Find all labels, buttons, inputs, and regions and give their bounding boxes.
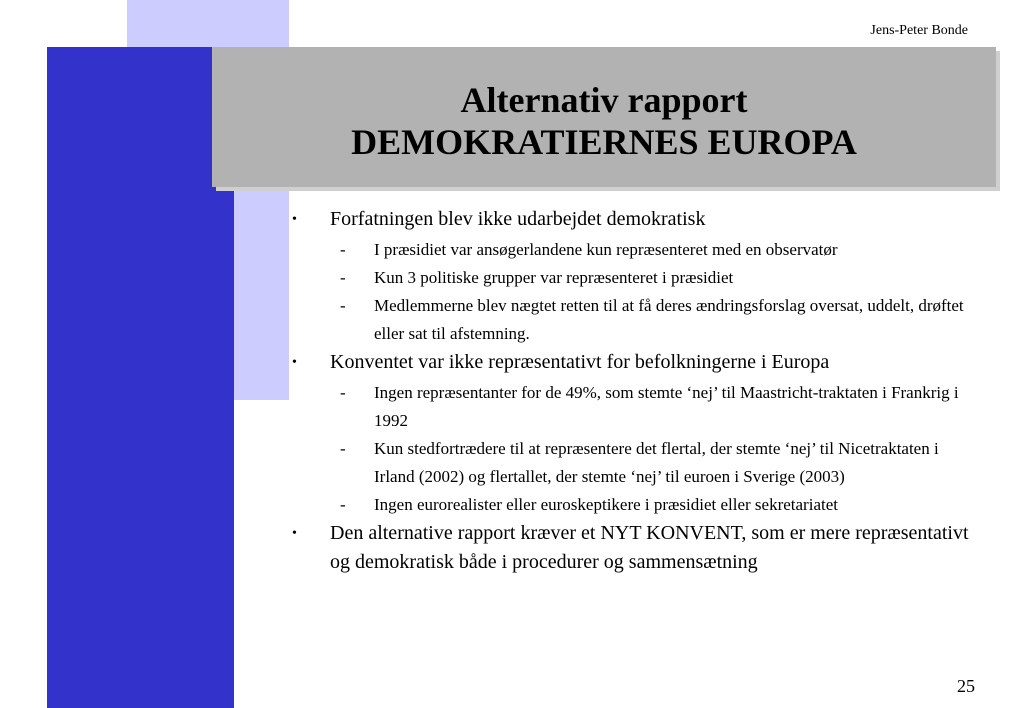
sub-bullet-text: Medlemmerne blev nægtet retten til at få deres ændringsforslag oversat, uddelt, drøftet eller sat til afstemning. [374, 296, 964, 343]
sub-bullet-text: I præsidiet var ansøgerlandene kun repræsenteret med en observatør [374, 240, 838, 259]
sub-bullet-item [340, 435, 992, 491]
bullet-item [292, 348, 992, 377]
dash-icon: - [340, 240, 346, 259]
slide-content [292, 205, 992, 579]
page-number: 25 [957, 676, 975, 696]
bullet-icon: • [292, 212, 297, 227]
decorative-dark-blue-bar [47, 47, 234, 708]
sub-bullet-text: Kun stedfortrædere til at repræsentere det flertal, der stemte ‘nej’ til Nicetraktaten i Irland (2002) og flertallet, der stemte ‘nej’ til euroen i Sverige (2003) [374, 439, 939, 486]
bullet-icon: • [292, 526, 297, 541]
bullet-item [292, 519, 992, 577]
bullet-text: Den alternative rapport kræver et NYT KONVENT, som er mere repræsentativt og demokratisk både i procedurer og sammensætning [330, 522, 969, 573]
dash-icon: - [340, 495, 346, 514]
sub-bullet-item [340, 236, 992, 264]
title-box [212, 47, 996, 187]
dash-icon: - [340, 268, 346, 287]
sub-bullet-text: Ingen repræsentanter for de 49%, som stemte ‘nej’ til Maastricht-traktaten i Frankrig i 1992 [374, 383, 959, 430]
dash-icon: - [340, 296, 346, 315]
sub-bullet-item [340, 264, 992, 292]
sub-bullet-item [340, 292, 992, 348]
author-name: Jens-Peter Bonde [870, 23, 968, 38]
sub-bullet-text: Kun 3 politiske grupper var repræsenteret i præsidiet [374, 268, 734, 287]
slide-subtitle: DEMOKRATIERNES EUROPA [351, 122, 857, 162]
sub-bullet-text: Ingen eurorealister eller euroskeptikere i præsidiet eller sekretariatet [374, 495, 838, 514]
sub-bullet-item [340, 491, 992, 519]
bullet-text: Konventet var ikke repræsentativt for befolkningerne i Europa [330, 351, 830, 373]
dash-icon: - [340, 439, 346, 458]
bullet-text: Forfatningen blev ikke udarbejdet demokratisk [330, 208, 706, 230]
bullet-icon: • [292, 355, 297, 370]
slide-title: Alternativ rapport [460, 80, 748, 120]
sub-bullet-item [340, 379, 992, 435]
bullet-item [292, 205, 992, 234]
dash-icon: - [340, 383, 346, 402]
